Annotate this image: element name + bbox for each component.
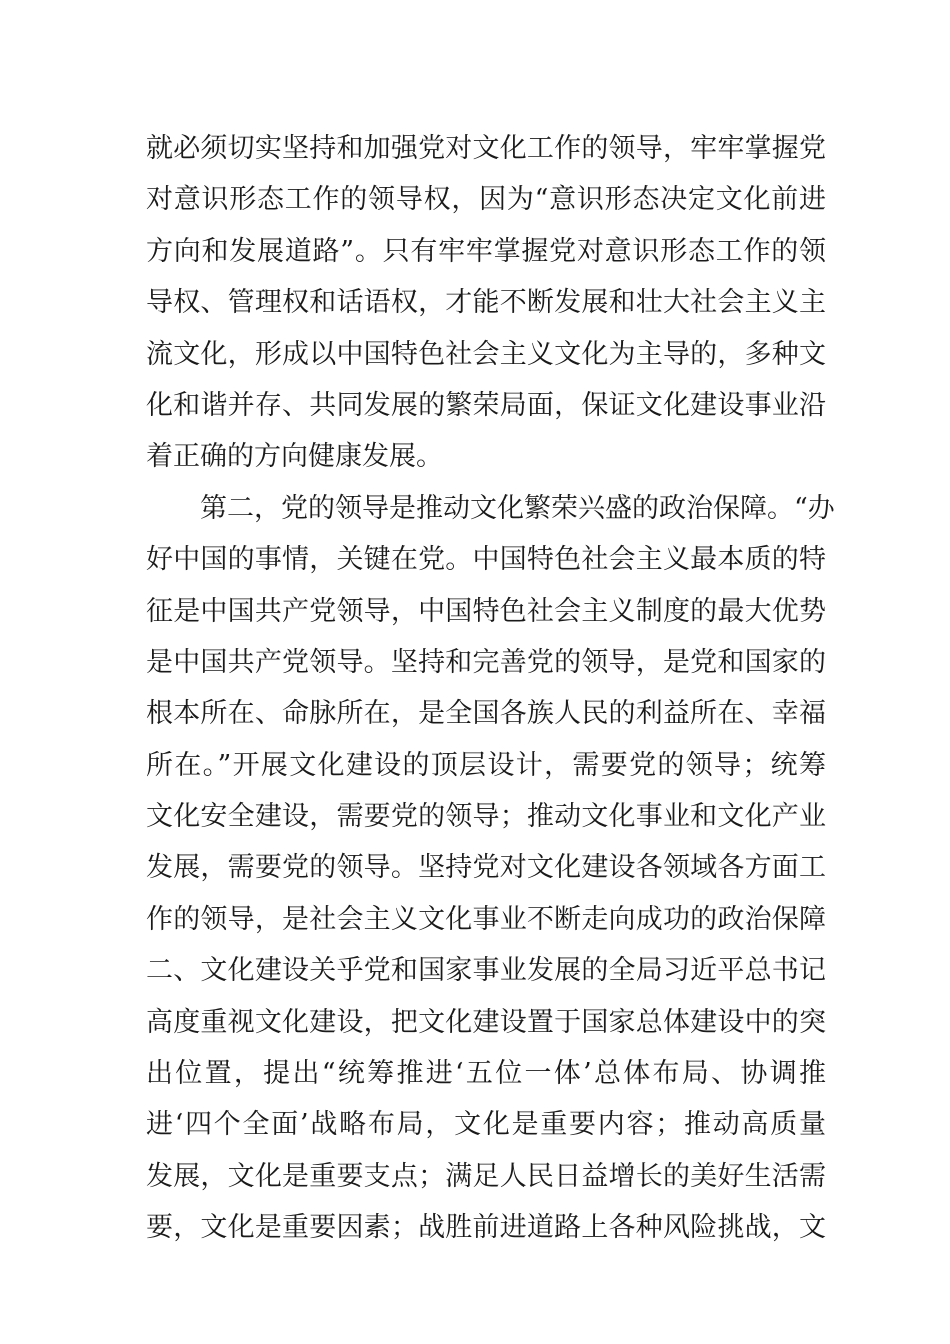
text-line: 要，文化是重要因素；战胜前进道路上各种风险挑战，文 (146, 1212, 826, 1244)
text-line: 化和谐并存、共同发展的繁荣局面，保证文化建设事业沿 (146, 389, 826, 421)
text-line: 着正确的方向健康发展。 (146, 441, 443, 473)
text-line: 流文化，形成以中国特色社会主义文化为主导的，多种文 (146, 338, 826, 370)
text-line: 发展，需要党的领导。坚持党对文化建设各领域各方面工 (146, 852, 826, 884)
text-line: 根本所在、命脉所在，是全国各族人民的利益所在、幸福 (146, 698, 826, 730)
text-line: 进‘四个全面’战略布局，文化是重要内容；推动高质量 (146, 1109, 826, 1141)
body-text (146, 123, 835, 1254)
text-line: 发展，文化是重要支点；满足人民日益增长的美好生活需 (146, 1160, 826, 1192)
text-line: 好中国的事情，关键在党。中国特色社会主义最本质的特 (146, 544, 826, 576)
text-line: 是中国共产党领导。坚持和完善党的领导，是党和国家的 (146, 646, 826, 678)
text-line: 作的领导，是社会主义文化事业不断走向成功的政治保障 (146, 903, 826, 935)
text-line: 对意识形态工作的领导权，因为“意识形态决定文化前进 (146, 184, 826, 216)
text-line: 导权、管理权和话语权，才能不断发展和壮大社会主义主 (146, 287, 826, 319)
text-line: 文化安全建设，需要党的领导；推动文化事业和文化产业 (146, 801, 826, 833)
text-line: 就必须切实坚持和加强党对文化工作的领导，牢牢掌握党 (146, 133, 826, 164)
text-line: 方向和发展道路”。只有牢牢掌握党对意识形态工作的领 (146, 235, 826, 267)
text-line: 第二，党的领导是推动文化繁荣兴盛的政治保障。“办 (146, 492, 835, 524)
text-line: 征是中国共产党领导，中国特色社会主义制度的最大优势 (146, 595, 826, 627)
text-line: 高度重视文化建设，把文化建设置于国家总体建设中的突 (146, 1006, 826, 1038)
text-line: 所在。”开展文化建设的顶层设计，需要党的领导；统筹 (146, 749, 826, 781)
text-line: 二、文化建设关乎党和国家事业发展的全局习近平总书记 (146, 955, 826, 987)
text-line: 出位置，提出“统筹推进‘五位一体’总体布局、协调推 (146, 1058, 826, 1090)
